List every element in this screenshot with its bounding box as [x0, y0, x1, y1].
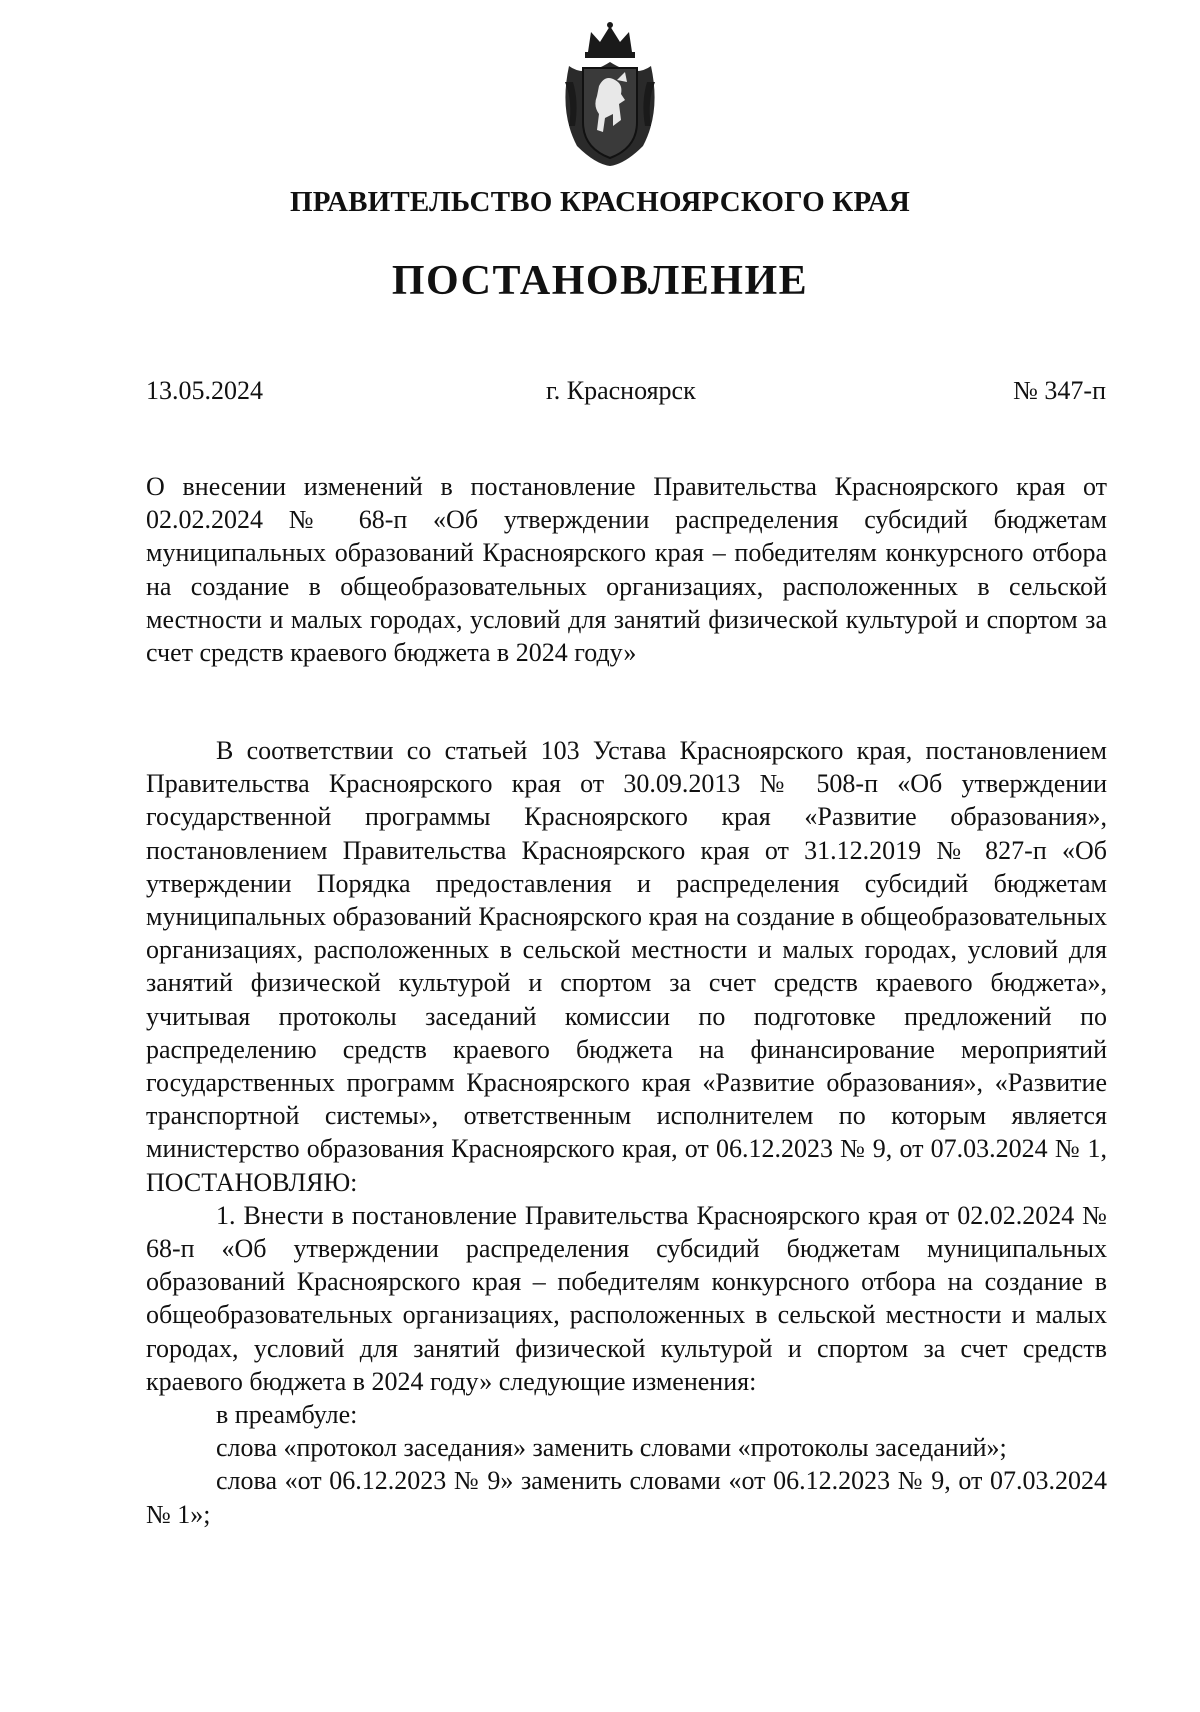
- item-1-paragraph: 1. Внести в постановление Правительства Красноярского края от 02.02.2024 № 68-п «Об утверждении распределения субсидий бюджетам муниципальных образований Красноярского края – победителям конкурсного отбора на создание в общеобразовательных организациях, расположенных в сельской местности и малых городах, условий для занятий физической культурой и спортом за счет средств краевого бюджета в 2024 году» следующие изменения:: [146, 1200, 1107, 1396]
- in-preamble-paragraph: в преамбуле:: [216, 1400, 358, 1430]
- preamble-paragraph: В соответствии со статьей 103 Устава Красноярского края, постановлением Правительства Красноярского края от 30.09.2013 № 508-п «Об утверждении государственной программы Красноярского края «Развитие образования», постановлением Правительства Красноярского края от 31.12.2019 № 827-п «Об утверждении Порядка предоставления и распределения субсидий бюджетам муниципальных образований Красноярского края на создание в общеобразовательных организациях, расположенных в сельской местности и малых городах, условий для занятий физической культурой и спортом за счет средств краевого бюджета», учитывая протоколы заседаний комиссии по подготовке предложений по распределению средств краевого бюджета на финансирование мероприятий государственных программ Красноярского края «Развитие образования», «Развитие транспортной системы», ответственным исполнителем по которым является министерство образования Красноярского края, от 06.12.2023 № 9, от 07.03.2024 № 1, ПОСТАНОВЛЯЮ:: [146, 736, 1107, 1197]
- change-1-paragraph: слова «протокол заседания» заменить словами «протоколы заседаний»;: [216, 1433, 1007, 1463]
- document-city: г. Красноярск: [546, 376, 696, 405]
- document-type-title: ПОСТАНОВЛЕНИЕ: [391, 258, 809, 304]
- change-2-paragraph: слова «от 06.12.2023 № 9» заменить словами «от 06.12.2023 № 9, от 07.03.2024 № 1»;: [146, 1466, 1107, 1529]
- document-number: № 347-п: [1013, 376, 1106, 405]
- document-meta: [146, 376, 1106, 416]
- document-subject: О внесении изменений в постановление Правительства Красноярского края от 02.02.2024 № 68-п «Об утверждении распределения субсидий бюджетам муниципальных образований Красноярского края – победителям конкурсного отбора на создание в общеобразовательных организациях, расположенных в сельской местности и малых городах, условий для занятий физической культурой и спортом за счет средств краевого бюджета в 2024 году»: [146, 472, 1107, 668]
- krasnoyarsk-coat-of-arms-icon: [555, 22, 665, 168]
- document-body: [146, 734, 1107, 1531]
- government-title: ПРАВИТЕЛЬСТВО КРАСНОЯРСКОГО КРАЯ: [289, 186, 911, 218]
- document-date: 13.05.2024: [146, 376, 263, 405]
